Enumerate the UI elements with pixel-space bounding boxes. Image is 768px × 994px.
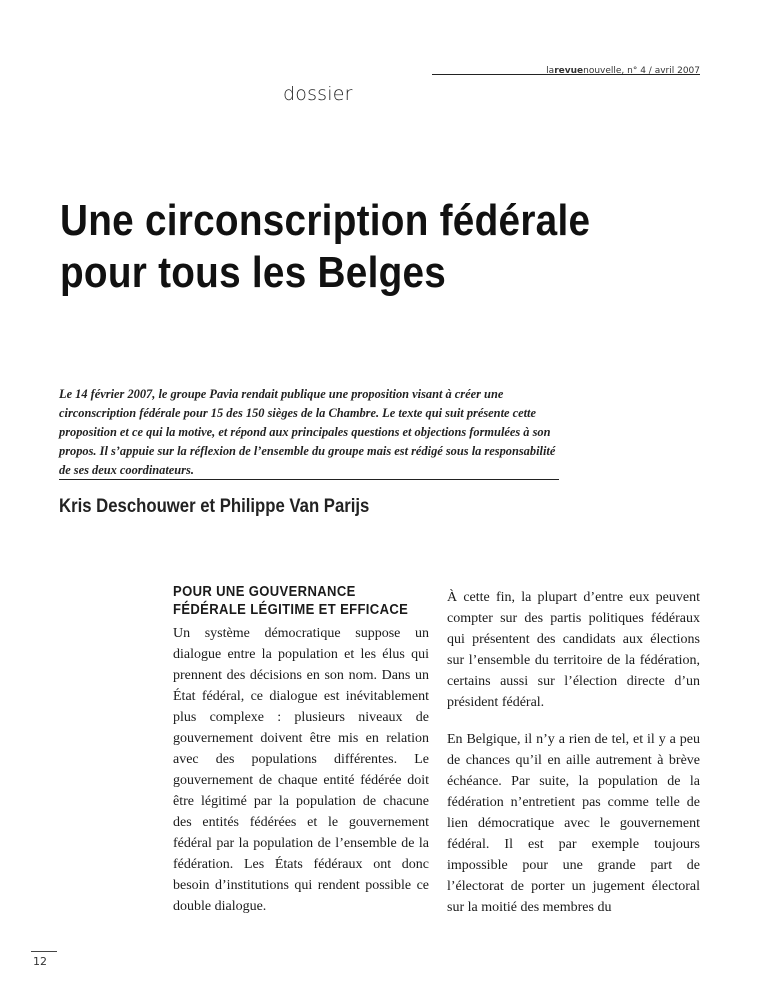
section-rubric: dossier: [283, 83, 353, 105]
article-lead: Le 14 février 2007, le groupe Pavia rendait publique une proposition visant à créer une circonscription fédérale pour 15 des 150 sièges de la Chambre. Le texte qui suit présente cette proposition et ce qui la motive, et répond aux principales questions et objections formulées à son propos. Il s’appuie sur la réflexion de l’ensemble du groupe mais est rédigé sous la responsabilité de ses deux coordinateurs.: [59, 387, 556, 477]
paragraph: En Belgique, il n’y a rien de tel, et il y a peu de chances qu’il en aille autrement à brève échéance. Par suite, la population de la fédération n’entretient pas comme telle de lien démocratique avec le gouvernement fédéral. Il est par exemple toujours impossible pour une grande part de l’électorat de porter un jugement électoral sur la moitié des membres du: [447, 732, 700, 915]
page-number-rule: [31, 951, 57, 952]
journal-reference: larevuenouvelle, n° 4 / avril 2007: [546, 66, 700, 76]
article-authors: Kris Deschouwer et Philippe Van Parijs: [59, 496, 370, 517]
paragraph: À cette fin, la plupart d’entre eux peuvent compter sur des partis politiques fédéraux qui présentent des candidats aux élections sur l’ensemble du territoire de la fédération, certains aussi sur l’élection directe d’un président fédéral.: [447, 590, 700, 710]
lead-rule: [59, 479, 559, 480]
section-heading: POUR UNE GOUVERNANCE FÉDÉRALE LÉGITIME ET EFFICACE: [173, 584, 409, 618]
text-column-right: [447, 587, 700, 934]
text-column-left: [173, 623, 429, 933]
article-title: Une circonscription fédérale pour tous les Belges: [60, 196, 591, 297]
page-number: 12: [33, 955, 47, 968]
paragraph: Un système démocratique suppose un dialogue entre la population et les élus qui prennent des décisions en son nom. Dans un État fédéral, ce dialogue est inévitablement plus complexe : plusieurs niveaux de gouvernement doivent être mis en relation avec des populations différentes. Le gouvernement de chaque entité fédérée doit être légitimé par la population de chacune des entités fédérées et le gouvernement fédéral par la population de l’ensemble de la fédération. Les États fédéraux ont donc besoin d’institutions qui rendent possible ce double dialogue.: [173, 626, 429, 914]
